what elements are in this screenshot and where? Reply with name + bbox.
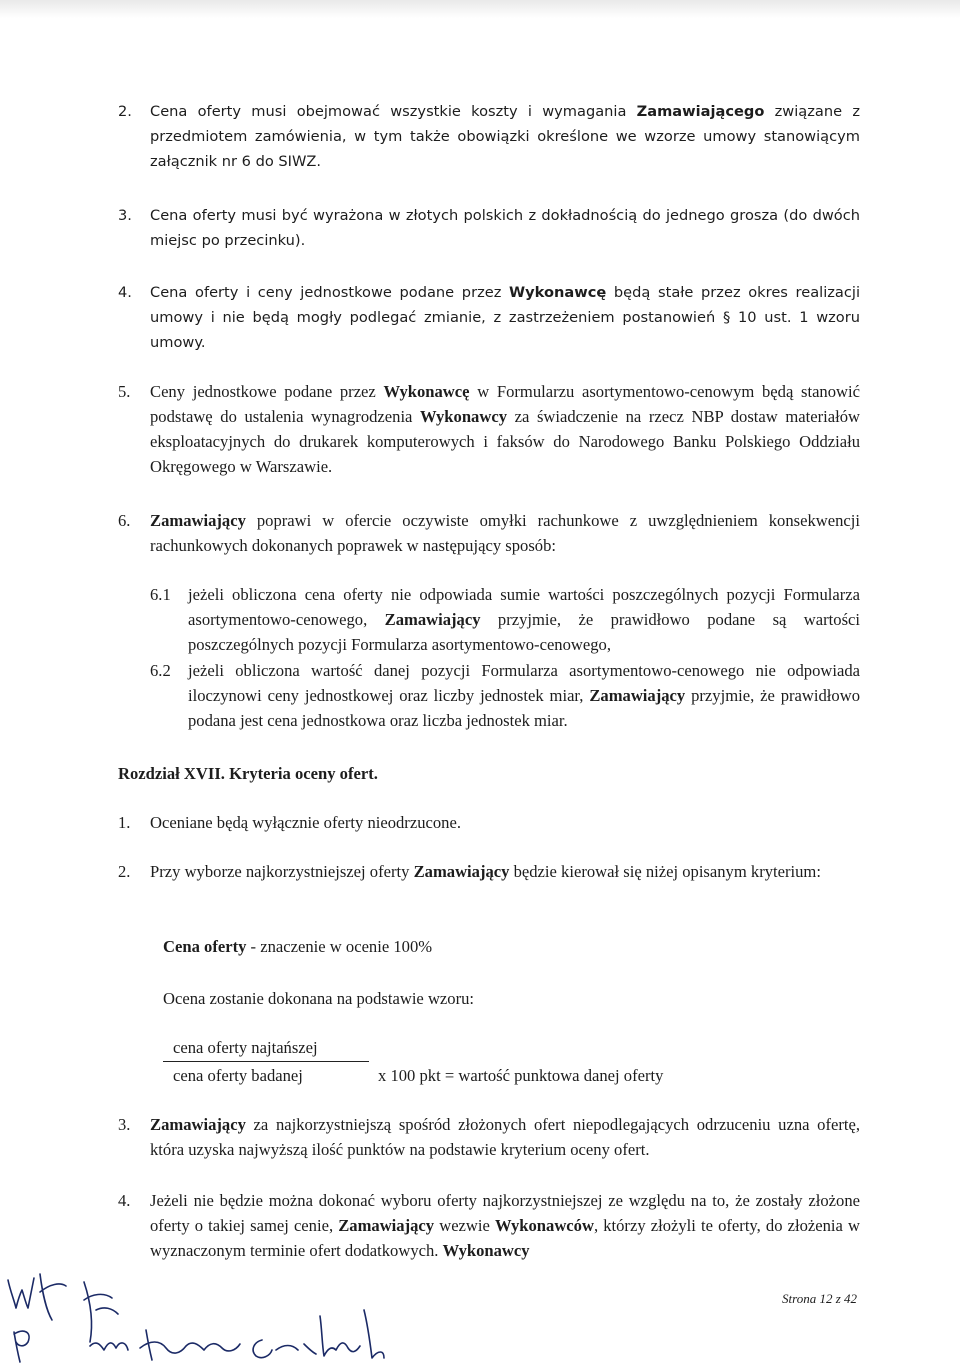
subitem-text: jeżeli obliczona wartość danej pozycji Formularza asortymentowo-cenowego nie odpowiada iloczynowi ceny jednostkowej oraz liczby jednostek miar, Zamawiający przyjmie, że prawidłowo podana jest cena jednostkowa oraz liczba jednostek miar.: [188, 661, 860, 730]
score-formula: [163, 1035, 723, 1091]
signature-initials: [0, 1270, 400, 1367]
paragraph-number: 4.: [118, 1191, 131, 1210]
paragraph-text: Jeżeli nie będzie można dokonać wyboru oferty najkorzystniejszej ze względu na to, że zostały złożone oferty o takiej samej cenie, Zamawiający wezwie Wykonawców, którzy złożyli te oferty, do złożenia w wyznaczonym terminie ofert dodatkowych. Wykonawcy: [150, 1191, 860, 1260]
formula-result: x 100 pkt = wartość punktowa danej oferty: [378, 1066, 664, 1085]
subitem-number: 6.1: [150, 585, 171, 604]
formula-numerator: cena oferty najtańszej: [173, 1038, 318, 1057]
subitem-text: jeżeli obliczona cena oferty nie odpowiada sumie wartości poszczególnych pozycji Formularza asortymentowo-cenowego, Zamawiający przyjmie, że prawidłowo podane są wartości poszczególnych pozycji Formularza asortymentowo-cenowego,: [188, 585, 860, 654]
paragraph-number: 3.: [118, 207, 132, 224]
criterion-line: [163, 934, 432, 959]
signature-stroke: [90, 1343, 128, 1350]
signature-stroke: [40, 1274, 66, 1320]
signature-stroke: [14, 1331, 29, 1362]
paragraph-text: Zamawiający za najkorzystniejszą spośród złożonych ofert niepodlegających odrzuceniu uzna ofertę, która uzyska najwyższą ilość punktów na podstawie kryterium oceny ofert.: [150, 1115, 860, 1159]
paragraph-text: Cena oferty i ceny jednostkowe podane przez Wykonawcę będą stałe przez okres realizacji umowy i nie będą mogły podlegać zmianie, z zastrzeżeniem postanowień § 10 ust. 1 wzoru umowy.: [150, 284, 860, 351]
paragraph-3: [118, 203, 860, 253]
paragraph-number: 2.: [118, 103, 132, 120]
paragraph-text: Cena oferty musi obejmować wszystkie koszty i wymagania Zamawiającego związane z przedmiotem zamówienia, w tym także obowiązki określone we wzorze umowy stanowiącym załącznik nr 6 do SIWZ.: [150, 103, 860, 170]
page-number: Strona 12 z 42: [782, 1291, 857, 1306]
criterion-note: Ocena zostanie dokonana na podstawie wzoru:: [163, 989, 475, 1008]
fraction-bar: [163, 1061, 369, 1062]
signature-stroke: [320, 1310, 384, 1358]
scan-edge: [0, 0, 960, 18]
paragraph-4: [118, 280, 860, 355]
paragraph-2: [118, 99, 860, 174]
signature-stroke: [253, 1340, 316, 1358]
subitem-6-1: [150, 582, 860, 657]
paragraph-text: Cena oferty musi być wyrażona w złotych polskich z dokładnością do jednego grosza (do dwóch miejsc po przecinku).: [150, 207, 860, 249]
paragraph-5: [118, 379, 860, 479]
criterion-name: Cena oferty: [163, 937, 247, 956]
paragraph-text: Przy wyborze najkorzystniejszej oferty Zamawiający będzie kierował się niżej opisanym kryterium:: [150, 862, 821, 881]
paragraph-6: [118, 508, 860, 558]
paragraph-number: 6.: [118, 511, 131, 530]
formula-denominator: cena oferty badanej: [173, 1066, 303, 1085]
criteria-item-4: [118, 1188, 860, 1263]
criterion-weight: - znaczenie w ocenie 100%: [246, 937, 433, 956]
paragraph-number: 3.: [118, 1115, 131, 1134]
signature-stroke: [84, 1282, 118, 1342]
criteria-item-3: [118, 1112, 860, 1162]
subitem-number: 6.2: [150, 661, 171, 680]
paragraph-number: 1.: [118, 813, 131, 832]
signature-stroke: [140, 1330, 240, 1360]
chapter-heading: Rozdział XVII. Kryteria oceny ofert.: [118, 764, 378, 783]
paragraph-text: Oceniane będą wyłącznie oferty nieodrzucone.: [150, 813, 461, 832]
paragraph-number: 4.: [118, 284, 132, 301]
subitem-6-2: [150, 658, 860, 733]
paragraph-text: Ceny jednostkowe podane przez Wykonawcę w Formularzu asortymentowo-cenowym będą stanowić podstawę do ustalenia wynagrodzenia Wykonawcy za świadczenie na rzecz NBP dostaw materiałów eksploatacyjnych do drukarek komputerowych i faksów do Narodowego Banku Polskiego Oddziału Okręgowego w Warszawie.: [150, 382, 861, 476]
paragraph-number: 2.: [118, 862, 131, 881]
criteria-item-2: [118, 859, 860, 884]
paragraph-number: 5.: [118, 382, 131, 401]
paragraph-text: Zamawiający poprawi w ofercie oczywiste omyłki rachunkowe z uwzględnieniem konsekwencji rachunkowych dokonanych poprawek w następujący sposób:: [150, 511, 860, 555]
criteria-item-1: [118, 810, 860, 835]
signature-stroke: [8, 1278, 34, 1308]
